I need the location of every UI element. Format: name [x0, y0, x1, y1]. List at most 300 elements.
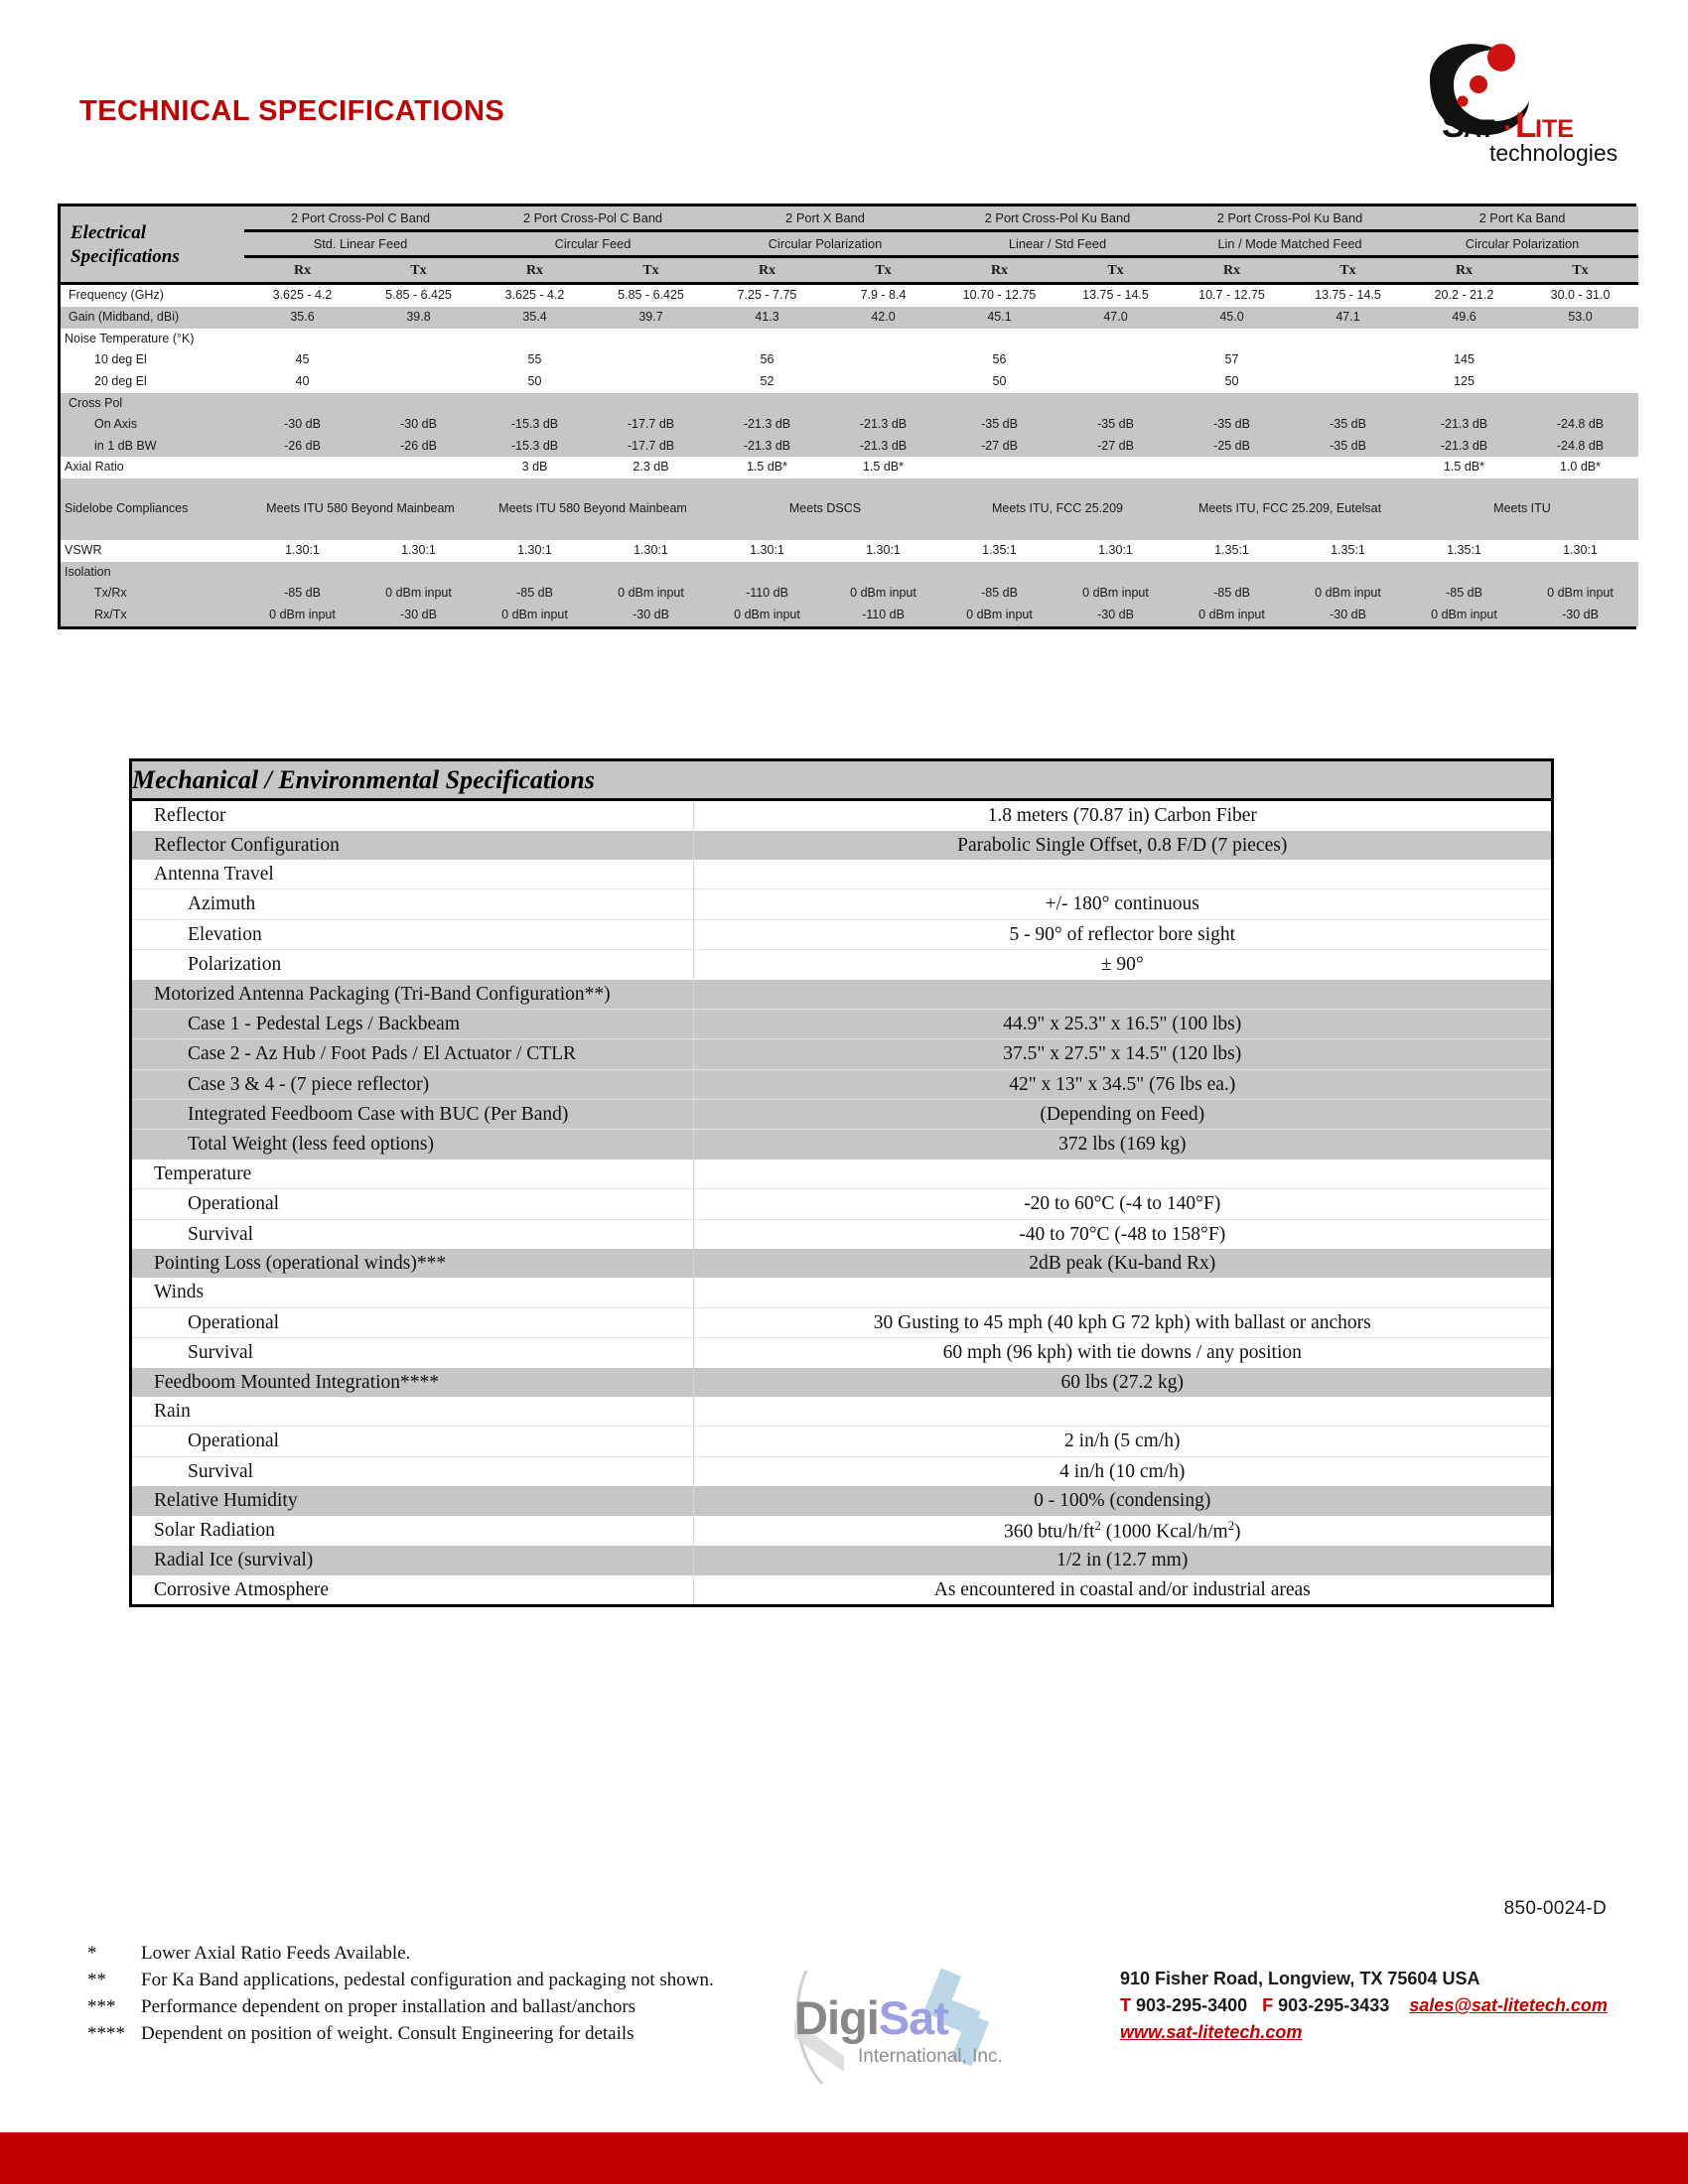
contact-block: [1120, 1966, 1608, 2046]
electrical-section-title: [61, 206, 244, 284]
cell: -15.3 dB: [510, 438, 559, 453]
digisat-part1: Digi: [794, 1991, 879, 2044]
cell: 55: [527, 352, 542, 367]
col-header-tx-5: Tx: [1290, 256, 1406, 284]
group-header-4-line1: 2 Port Cross-Pol Ku Band: [941, 206, 1174, 230]
table-row: [61, 414, 1638, 436]
mechanical-row-value: 42" x 13" x 34.5" (76 lbs ea.): [693, 1069, 1551, 1099]
cell: 1.30:1: [1098, 543, 1133, 558]
footnote-item: [87, 1994, 714, 2021]
cell: -21.3 dB: [1440, 417, 1488, 432]
mechanical-row: [132, 1546, 1551, 1574]
cell: -17.7 dB: [627, 417, 675, 432]
cell: Meets ITU: [1493, 501, 1551, 516]
cell: -110 dB: [746, 586, 788, 601]
row-label-in-1db-bw: in 1 dB BW: [94, 438, 157, 453]
cell: [360, 371, 477, 393]
col-header-tx-4: Tx: [1057, 256, 1174, 284]
svg-text:·: ·: [1503, 111, 1513, 144]
mechanical-row-value: [693, 980, 1551, 1010]
digisat-logo: [784, 1961, 1053, 2090]
footnote-item: [87, 1941, 714, 1968]
group-header-1-line2: Std. Linear Feed: [244, 230, 477, 256]
cell: -21.3 dB: [743, 417, 791, 432]
cell: 39.8: [406, 310, 431, 325]
cell: 52: [760, 373, 774, 388]
cell: -27 dB: [1097, 438, 1134, 453]
cell: [1057, 349, 1174, 371]
mechanical-row: [132, 1397, 1551, 1427]
col-header-rx-3: Rx: [709, 256, 825, 284]
electrical-title-line1: Electrical: [70, 221, 146, 243]
svg-text:L: L: [1515, 106, 1537, 145]
cell: 56: [992, 352, 1007, 367]
group-header-3-line2: Circular Polarization: [709, 230, 941, 256]
row-label-isolation: Isolation: [65, 564, 111, 579]
cell: [1290, 349, 1406, 371]
cell: 13.75 - 14.5: [1315, 288, 1381, 303]
cell: 1.30:1: [750, 543, 784, 558]
contact-phone: 903-295-3400: [1136, 1995, 1248, 2015]
cell: [1057, 371, 1174, 393]
mechanical-row: [132, 1189, 1551, 1219]
mechanical-row: [132, 1219, 1551, 1249]
cell: 0 dBm input: [1315, 586, 1381, 601]
cell: 53.0: [1568, 310, 1593, 325]
mechanical-title-row: [132, 761, 1551, 800]
cell: 20.2 - 21.2: [1434, 288, 1494, 303]
mechanical-row-value: 5 - 90° of reflector bore sight: [693, 919, 1551, 949]
mechanical-row-label: Rain: [154, 1401, 191, 1422]
mechanical-row-value: 1.8 meters (70.87 in) Carbon Fiber: [693, 800, 1551, 831]
cell: 49.6: [1452, 310, 1477, 325]
cell: -21.3 dB: [743, 438, 791, 453]
cell: 1.35:1: [982, 543, 1017, 558]
mechanical-row-label: Operational: [188, 1193, 280, 1215]
mechanical-row-value: ± 90°: [693, 950, 1551, 980]
mechanical-row-label: Reflector: [154, 805, 226, 827]
table-row: [61, 436, 1638, 458]
mechanical-row-label: Azimuth: [188, 893, 256, 915]
electrical-specifications-table: [58, 204, 1636, 629]
svg-text:technologies: technologies: [1489, 140, 1618, 166]
footnote-marker: ****: [87, 2022, 125, 2044]
contact-email-link[interactable]: sales@sat-litetech.com: [1409, 1995, 1608, 2015]
footnote-marker: ***: [87, 1995, 116, 2017]
col-header-rx-5: Rx: [1174, 256, 1290, 284]
mechanical-row-value: 37.5" x 27.5" x 14.5" (120 lbs): [693, 1039, 1551, 1069]
cell: -110 dB: [862, 607, 905, 621]
contact-fax: 903-295-3433: [1278, 1995, 1390, 2015]
mechanical-row-value: +/- 180° continuous: [693, 889, 1551, 919]
mechanical-environmental-specifications-table: [129, 758, 1554, 1607]
row-label-frequency: Frequency (GHz): [69, 288, 164, 303]
row-label-cross-pol: Cross Pol: [69, 395, 123, 410]
cell: [1522, 349, 1638, 371]
mechanical-row: [132, 800, 1551, 831]
col-header-tx-6: Tx: [1522, 256, 1638, 284]
footnote-item: [87, 2021, 714, 2048]
mechanical-row-value: [693, 860, 1551, 889]
table-row: [61, 540, 1638, 562]
bottom-accent-bar: [0, 2132, 1688, 2184]
mechanical-row: [132, 980, 1551, 1010]
cell: -24.8 dB: [1556, 417, 1605, 432]
col-header-rx-1: Rx: [244, 256, 360, 284]
document-number: 850-0024-D: [1503, 1898, 1607, 1919]
cell: Meets DSCS: [788, 501, 862, 516]
row-label-axial-ratio: Axial Ratio: [65, 460, 124, 475]
row-label-gain: Gain (Midband, dBi): [69, 310, 180, 325]
cell: -35 dB: [1330, 417, 1366, 432]
row-label-sidelobe: Sidelobe Compliances: [65, 501, 189, 516]
cell: 56: [760, 352, 774, 367]
digisat-subtitle: International, Inc.: [858, 2046, 1003, 2067]
group-header-4-line2: Linear / Std Feed: [941, 230, 1174, 256]
contact-website-link[interactable]: www.sat-litetech.com: [1120, 2022, 1303, 2042]
col-header-tx-2: Tx: [593, 256, 709, 284]
svg-text:S: S: [1442, 106, 1466, 145]
electrical-table-header: [61, 206, 1638, 284]
cell: 3.625 - 4.2: [272, 288, 333, 303]
cell: Meets ITU, FCC 25.209: [992, 501, 1123, 516]
cell: -27 dB: [981, 438, 1018, 453]
mechanical-row-value: 44.9" x 25.3" x 16.5" (100 lbs): [693, 1009, 1551, 1038]
mechanical-row: [132, 919, 1551, 949]
mechanical-row-label: Elevation: [188, 923, 262, 945]
cell: Meets ITU 580 Beyond Mainbeam: [498, 501, 687, 516]
mechanical-row-value: [693, 1160, 1551, 1189]
col-header-rx-2: Rx: [477, 256, 593, 284]
cell: 0 dBm input: [734, 607, 800, 621]
cell: 1.5 dB*: [862, 460, 904, 475]
cell: -15.3 dB: [510, 417, 559, 432]
col-header-rx-4: Rx: [941, 256, 1057, 284]
mechanical-row: [132, 1069, 1551, 1099]
digisat-part2: Sat: [878, 1991, 948, 2044]
mechanical-row: [132, 950, 1551, 980]
mechanical-row-value: 60 lbs (27.2 kg): [693, 1368, 1551, 1397]
cell: 50: [1224, 373, 1239, 388]
col-header-tx-1: Tx: [360, 256, 477, 284]
row-label-on-axis: On Axis: [94, 417, 138, 432]
mechanical-row-label: Case 2 - Az Hub / Foot Pads / El Actuator / CTLR: [188, 1043, 577, 1065]
cell: -30 dB: [400, 417, 437, 432]
footnote-text: Dependent on position of weight. Consult Engineering for details: [141, 2022, 634, 2044]
sat-lite-logo-icon: [1400, 28, 1648, 167]
cell: Meets ITU 580 Beyond Mainbeam: [266, 501, 455, 516]
cell: -25 dB: [1213, 438, 1250, 453]
mechanical-row-value: 2dB peak (Ku-band Rx): [693, 1249, 1551, 1278]
cell: 10.70 - 12.75: [962, 288, 1037, 303]
cell: -30 dB: [1097, 607, 1134, 621]
phone-label: T: [1120, 1995, 1131, 2015]
cell: 1.30:1: [866, 543, 901, 558]
cell: -30 dB: [284, 417, 321, 432]
cell: -30 dB: [1330, 607, 1366, 621]
table-row: [61, 478, 1638, 540]
table-row: [61, 605, 1638, 626]
contact-address: 910 Fisher Road, Longview, TX 75604 USA: [1120, 1969, 1480, 1988]
cell: -21.3 dB: [859, 417, 908, 432]
table-row: [61, 583, 1638, 605]
cell: 0 dBm input: [850, 586, 916, 601]
cell: 0 dBm input: [269, 607, 336, 621]
cell: [593, 349, 709, 371]
mechanical-row-value: 2 in/h (5 cm/h): [693, 1427, 1551, 1456]
cell: Meets ITU, FCC 25.209, Eutelsat: [1197, 501, 1382, 516]
mechanical-row-label: Operational: [188, 1431, 280, 1452]
col-header-tx-3: Tx: [825, 256, 941, 284]
row-label-tx-rx: Tx/Rx: [94, 586, 127, 601]
mechanical-row-label: Polarization: [188, 954, 282, 976]
contact-phone-line: [1120, 1992, 1608, 2019]
cell: [1290, 371, 1406, 393]
table-row: [61, 562, 1638, 584]
mechanical-row-label: Radial Ice (survival): [154, 1550, 314, 1571]
mechanical-row: [132, 889, 1551, 919]
cell: [1522, 371, 1638, 393]
cell: 57: [1224, 352, 1239, 367]
cell: 7.25 - 7.75: [737, 288, 797, 303]
mechanical-row-value: 30 Gusting to 45 mph (40 kph G 72 kph) with ballast or anchors: [693, 1307, 1551, 1337]
mechanical-row: [132, 1338, 1551, 1368]
cell: 1.30:1: [285, 543, 320, 558]
cell: 1.35:1: [1331, 543, 1365, 558]
cell: 1.5 dB*: [746, 460, 787, 475]
mechanical-row-label: Pointing Loss (operational winds)***: [154, 1253, 447, 1275]
mechanical-row: [132, 1130, 1551, 1160]
group-header-3-line1: 2 Port X Band: [709, 206, 941, 230]
page-title: TECHNICAL SPECIFICATIONS: [79, 95, 505, 127]
mechanical-row-value: 60 mph (96 kph) with tie downs / any position: [693, 1338, 1551, 1368]
footnote-item: [87, 1968, 714, 1994]
mechanical-row-value: 372 lbs (169 kg): [693, 1130, 1551, 1160]
cell: 1.30:1: [401, 543, 436, 558]
cell: 30.0 - 31.0: [1550, 288, 1611, 303]
cell: 47.1: [1336, 310, 1360, 325]
cell: 40: [295, 373, 310, 388]
cell: 3 dB: [521, 460, 548, 475]
mechanical-row-label: Integrated Feedboom Case with BUC (Per Band): [188, 1104, 569, 1126]
mechanical-row-value: 4 in/h (10 cm/h): [693, 1456, 1551, 1486]
cell: -85 dB: [284, 586, 321, 601]
cell: [1174, 457, 1290, 478]
mechanical-row: [132, 1160, 1551, 1189]
mechanical-row-label: Temperature: [154, 1162, 252, 1184]
mechanical-row-label: Antenna Travel: [154, 863, 274, 885]
cell: [825, 349, 941, 371]
cell: 1.30:1: [517, 543, 552, 558]
mechanical-row-value: [693, 1397, 1551, 1427]
mechanical-row: [132, 831, 1551, 860]
mechanical-row: [132, 1427, 1551, 1456]
cell: 1.30:1: [1563, 543, 1598, 558]
cell: 45.0: [1219, 310, 1244, 325]
footnote-marker: **: [87, 1969, 106, 1990]
row-label-noise-20deg: 20 deg El: [94, 373, 147, 388]
mechanical-row: [132, 860, 1551, 889]
col-header-rx-6: Rx: [1406, 256, 1522, 284]
mechanical-row-value: -40 to 70°C (-48 to 158°F): [693, 1219, 1551, 1249]
mechanical-row: [132, 1100, 1551, 1130]
cell: [593, 371, 709, 393]
mechanical-row: [132, 1249, 1551, 1278]
cell: 5.85 - 6.425: [618, 288, 684, 303]
cell: 125: [1454, 373, 1475, 388]
mechanical-row-label: Case 1 - Pedestal Legs / Backbeam: [188, 1013, 460, 1034]
table-row: [61, 329, 1638, 350]
footnotes-list: [87, 1941, 714, 2048]
cell: 0 dBm input: [1082, 586, 1149, 601]
cell: -35 dB: [1097, 417, 1134, 432]
cell: -26 dB: [284, 438, 321, 453]
table-row: [61, 393, 1638, 415]
row-label-vswr: VSWR: [65, 543, 102, 558]
svg-text:AT: AT: [1464, 115, 1495, 143]
mechanical-row-label: Feedboom Mounted Integration****: [154, 1371, 440, 1393]
cell: -17.7 dB: [627, 438, 675, 453]
cell: 1.35:1: [1214, 543, 1249, 558]
cell: 39.7: [638, 310, 663, 325]
mechanical-row-value: [693, 1278, 1551, 1307]
group-header-1-line1: 2 Port Cross-Pol C Band: [244, 206, 477, 230]
group-header-6-line1: 2 Port Ka Band: [1406, 206, 1638, 230]
cell: [360, 457, 477, 478]
cell: [360, 349, 477, 371]
cell: -35 dB: [981, 417, 1018, 432]
cell: 0 dBm input: [501, 607, 568, 621]
cell: 0 dBm input: [1198, 607, 1265, 621]
mechanical-row-label: Reflector Configuration: [154, 834, 340, 856]
cell: 13.75 - 14.5: [1082, 288, 1149, 303]
svg-text:ITE: ITE: [1535, 115, 1574, 143]
mechanical-row-label: Winds: [154, 1282, 205, 1303]
cell: 42.0: [871, 310, 896, 325]
table-row: [61, 349, 1638, 371]
row-label-noise-temperature: Noise Temperature (°K): [65, 331, 195, 345]
row-label-rx-tx: Rx/Tx: [94, 607, 127, 621]
mechanical-row: [132, 1368, 1551, 1397]
cell: 10.7 - 12.75: [1198, 288, 1265, 303]
cell: 47.0: [1103, 310, 1128, 325]
group-header-2-line1: 2 Port Cross-Pol C Band: [477, 206, 709, 230]
cell: 1.0 dB*: [1560, 460, 1602, 475]
cell: -85 dB: [1213, 586, 1250, 601]
cell: -85 dB: [1446, 586, 1482, 601]
digisat-wordmark: [794, 1990, 948, 2045]
cell: -35 dB: [1213, 417, 1250, 432]
footnote-text: For Ka Band applications, pedestal configuration and packaging not shown.: [141, 1969, 714, 1990]
mechanical-row-value: 0 - 100% (condensing): [693, 1486, 1551, 1515]
mechanical-section-title: Mechanical / Environmental Specifications: [132, 761, 1551, 800]
cell: -30 dB: [1562, 607, 1599, 621]
cell: 1.35:1: [1447, 543, 1481, 558]
table-row: [61, 371, 1638, 393]
cell: [1057, 457, 1174, 478]
mechanical-row-value: Parabolic Single Offset, 0.8 F/D (7 pieces): [693, 831, 1551, 860]
mechanical-row-label: Case 3 & 4 - (7 piece reflector): [188, 1073, 430, 1095]
cell: -85 dB: [981, 586, 1018, 601]
cell: [941, 457, 1057, 478]
cell: -35 dB: [1330, 438, 1366, 453]
group-header-5-line1: 2 Port Cross-Pol Ku Band: [1174, 206, 1406, 230]
cell: -24.8 dB: [1556, 438, 1605, 453]
cell: -30 dB: [633, 607, 669, 621]
cell: 35.4: [522, 310, 547, 325]
cell: [244, 457, 360, 478]
sat-lite-logo: [1400, 28, 1648, 167]
cell: 0 dBm input: [1547, 586, 1614, 601]
mechanical-row-label: Solar Radiation: [154, 1520, 275, 1542]
mechanical-row: [132, 1307, 1551, 1337]
row-label-noise-10deg: 10 deg El: [94, 352, 147, 367]
mechanical-row: [132, 1486, 1551, 1515]
mechanical-row: [132, 1575, 1551, 1604]
mechanical-row: [132, 1039, 1551, 1069]
table-row: [61, 307, 1638, 329]
footnote-marker: *: [87, 1943, 97, 1964]
cell: -26 dB: [400, 438, 437, 453]
mechanical-row-value: 360 btu/$h/ft^2$ (1000 Kcal/$h/m^2$): [693, 1516, 1551, 1547]
fax-label: F: [1262, 1995, 1274, 2015]
cell: 50: [992, 373, 1007, 388]
cell: -21.3 dB: [1440, 438, 1488, 453]
cell: 0 dBm input: [618, 586, 684, 601]
cell: 3.625 - 4.2: [504, 288, 565, 303]
mechanical-row-label: Total Weight (less feed options): [188, 1134, 434, 1156]
mechanical-row-label: Survival: [188, 1342, 254, 1364]
table-row: [61, 457, 1638, 478]
cell: 45: [295, 352, 310, 367]
cell: 1.5 dB*: [1443, 460, 1484, 475]
footnote-text: Lower Axial Ratio Feeds Available.: [141, 1943, 411, 1964]
mechanical-row-label: Survival: [188, 1223, 254, 1245]
mechanical-row-value: 1/2 in (12.7 mm): [693, 1546, 1551, 1574]
cell: 35.6: [290, 310, 315, 325]
mechanical-row-label: Corrosive Atmosphere: [154, 1578, 330, 1600]
cell: -85 dB: [516, 586, 553, 601]
mechanical-row: [132, 1516, 1551, 1547]
cell: 50: [527, 373, 542, 388]
mechanical-row-value: As encountered in coastal and/or industrial areas: [693, 1575, 1551, 1604]
cell: 7.9 - 8.4: [860, 288, 907, 303]
mechanical-row: [132, 1456, 1551, 1486]
cell: -21.3 dB: [859, 438, 908, 453]
cell: -30 dB: [400, 607, 437, 621]
table-row: [61, 284, 1638, 307]
group-header-6-line2: Circular Polarization: [1406, 230, 1638, 256]
mechanical-row-label: Survival: [188, 1460, 254, 1482]
cell: [1290, 457, 1406, 478]
mechanical-row-value: -20 to 60°C (-4 to 140°F): [693, 1189, 1551, 1219]
cell: 2.3 dB: [633, 460, 669, 475]
cell: 0 dBm input: [385, 586, 452, 601]
group-header-2-line2: Circular Feed: [477, 230, 709, 256]
cell: 0 dBm input: [966, 607, 1033, 621]
cell: 5.85 - 6.425: [385, 288, 452, 303]
mechanical-row: [132, 1009, 1551, 1038]
mechanical-row: [132, 1278, 1551, 1307]
cell: 0 dBm input: [1431, 607, 1497, 621]
mechanical-row-value: (Depending on Feed): [693, 1100, 1551, 1130]
mechanical-row-label: Operational: [188, 1311, 280, 1333]
mechanical-row-label: Motorized Antenna Packaging (Tri-Band Configuration**): [154, 983, 611, 1005]
cell: 1.30:1: [633, 543, 668, 558]
group-header-5-line2: Lin / Mode Matched Feed: [1174, 230, 1406, 256]
footnote-text: Performance dependent on proper installation and ballast/anchors: [141, 1995, 636, 2017]
cell: [825, 371, 941, 393]
